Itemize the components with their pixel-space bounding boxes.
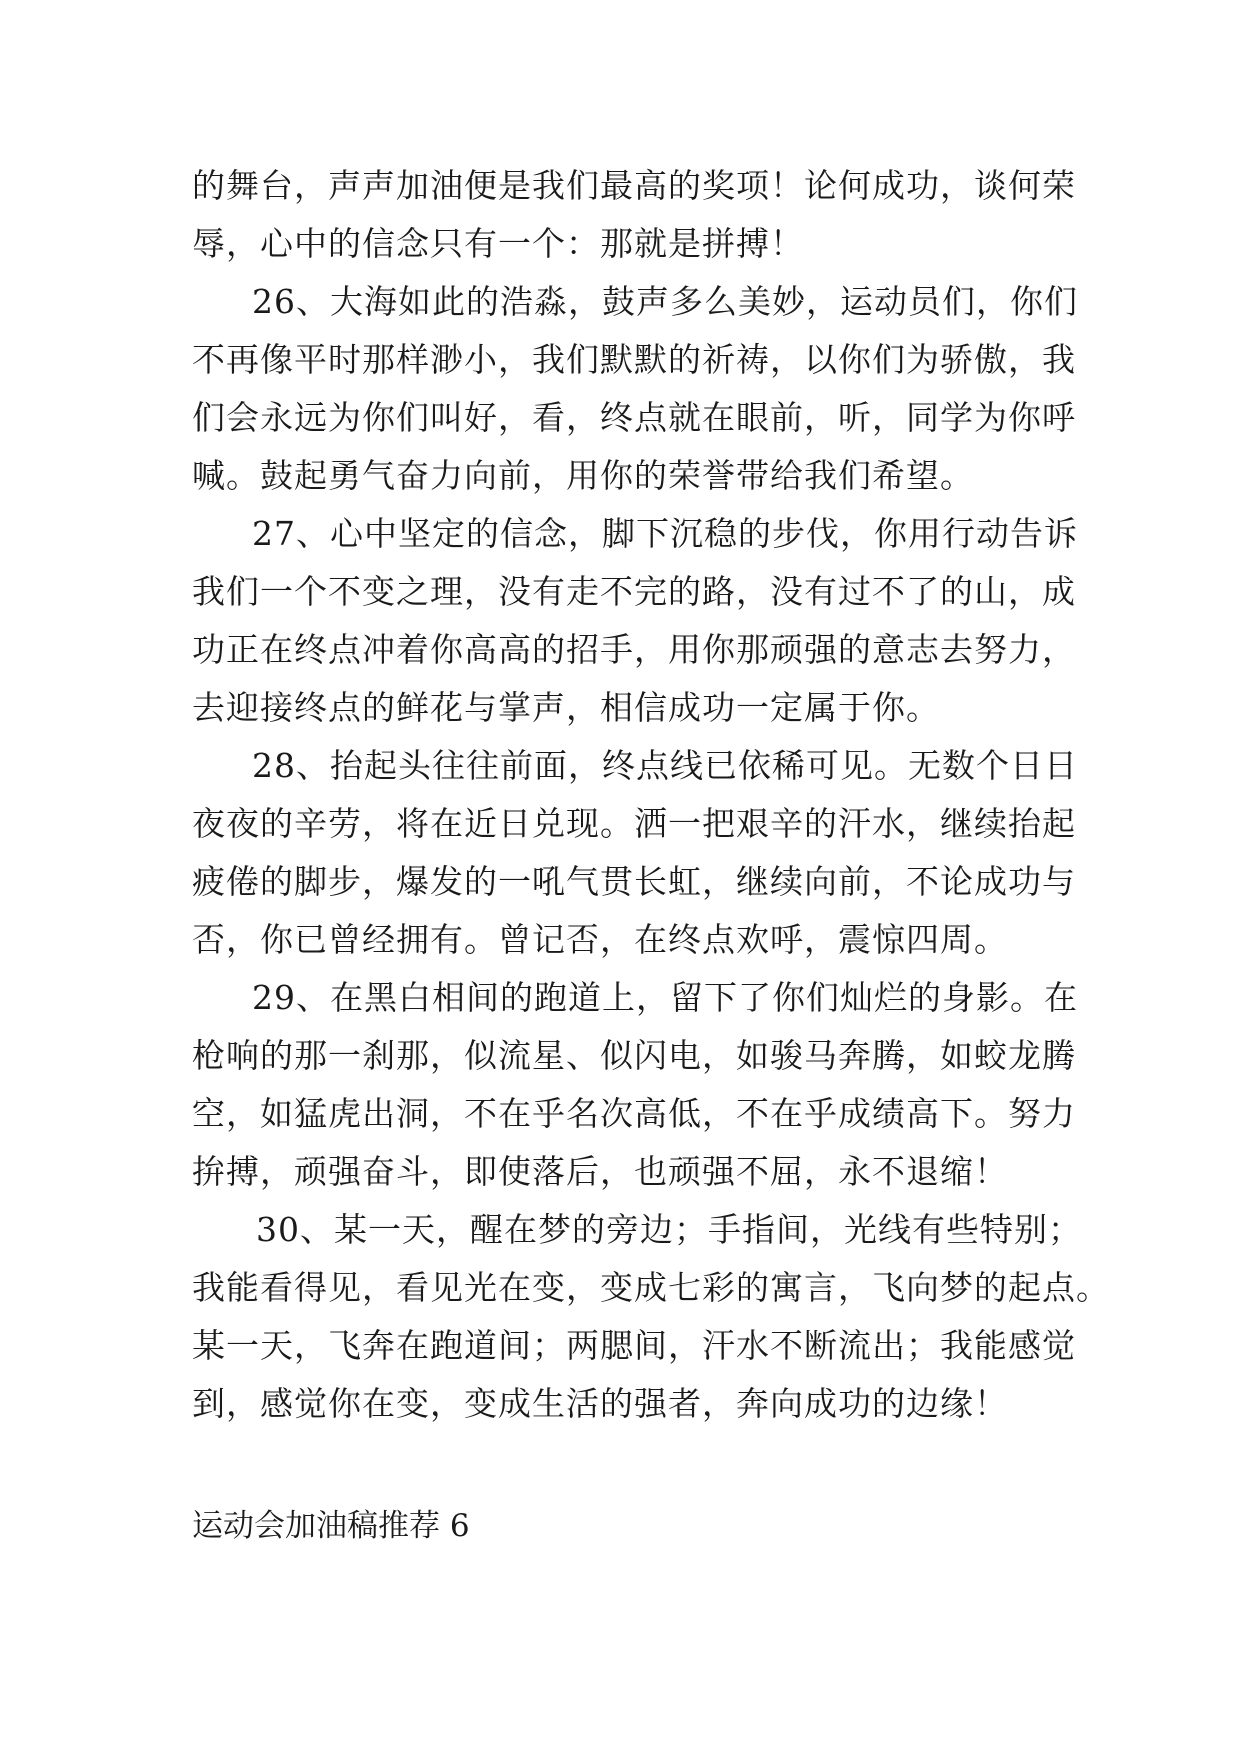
text-line: 的舞台，声声加油便是我们最高的奖项！论何成功，谈何荣 bbox=[192, 166, 1076, 205]
paragraph-start-26: 26、大海如此的浩淼，鼓声多么美妙，运动员们，你们 bbox=[252, 282, 1078, 321]
paragraph-start-27: 27、心中坚定的信念，脚下沉稳的步伐，你用行动告诉 bbox=[252, 514, 1078, 553]
text-line: 疲倦的脚步，爆发的一吼气贯长虹，继续向前，不论成功与 bbox=[192, 862, 1076, 901]
text-line: 到，感觉你在变，变成生活的强者，奔向成功的边缘！ bbox=[192, 1384, 1008, 1423]
section-heading: 运动会加油稿推荐 6 bbox=[192, 1508, 470, 1544]
text-line: 否，你已曾经拥有。曾记否，在终点欢呼，震惊四周。 bbox=[192, 920, 1008, 959]
paragraph-start-29: 29、在黑白相间的跑道上，留下了你们灿烂的身影。在 bbox=[252, 978, 1078, 1017]
text-line: 喊。鼓起勇气奋力向前，用你的荣誉带给我们希望。 bbox=[192, 456, 974, 495]
text-line: 夜夜的辛劳，将在近日兑现。洒一把艰辛的汗水，继续抬起 bbox=[192, 804, 1076, 843]
text-line: 拚搏，顽强奋斗，即使落后，也顽强不屈，永不退缩！ bbox=[192, 1152, 1008, 1191]
paragraph-start-28: 28、抬起头往往前面，终点线已依稀可见。无数个日日 bbox=[252, 746, 1078, 785]
text-line: 们会永远为你们叫好，看，终点就在眼前，听，同学为你呼 bbox=[192, 398, 1076, 437]
paragraph-start-30: 30、某一天，醒在梦的旁边；手指间，光线有些特别； bbox=[256, 1210, 1082, 1249]
text-line: 我能看得见，看见光在变，变成七彩的寓言，飞向梦的起点。 bbox=[192, 1268, 1110, 1307]
text-line: 枪响的那一刹那，似流星、似闪电，如骏马奔腾，如蛟龙腾 bbox=[192, 1036, 1076, 1075]
text-line: 空，如猛虎出洞，不在乎名次高低，不在乎成绩高下。努力 bbox=[192, 1094, 1076, 1133]
text-line: 我们一个不变之理，没有走不完的路，没有过不了的山，成 bbox=[192, 572, 1076, 611]
text-line: 功正在终点冲着你高高的招手，用你那顽强的意志去努力， bbox=[192, 630, 1076, 669]
text-line: 不再像平时那样渺小，我们默默的祈祷，以你们为骄傲，我 bbox=[192, 340, 1076, 379]
text-line: 去迎接终点的鲜花与掌声，相信成功一定属于你。 bbox=[192, 688, 940, 727]
text-line: 辱，心中的信念只有一个：那就是拼搏！ bbox=[192, 224, 804, 263]
text-line: 某一天，飞奔在跑道间；两腮间，汗水不断流出；我能感觉 bbox=[192, 1326, 1076, 1365]
